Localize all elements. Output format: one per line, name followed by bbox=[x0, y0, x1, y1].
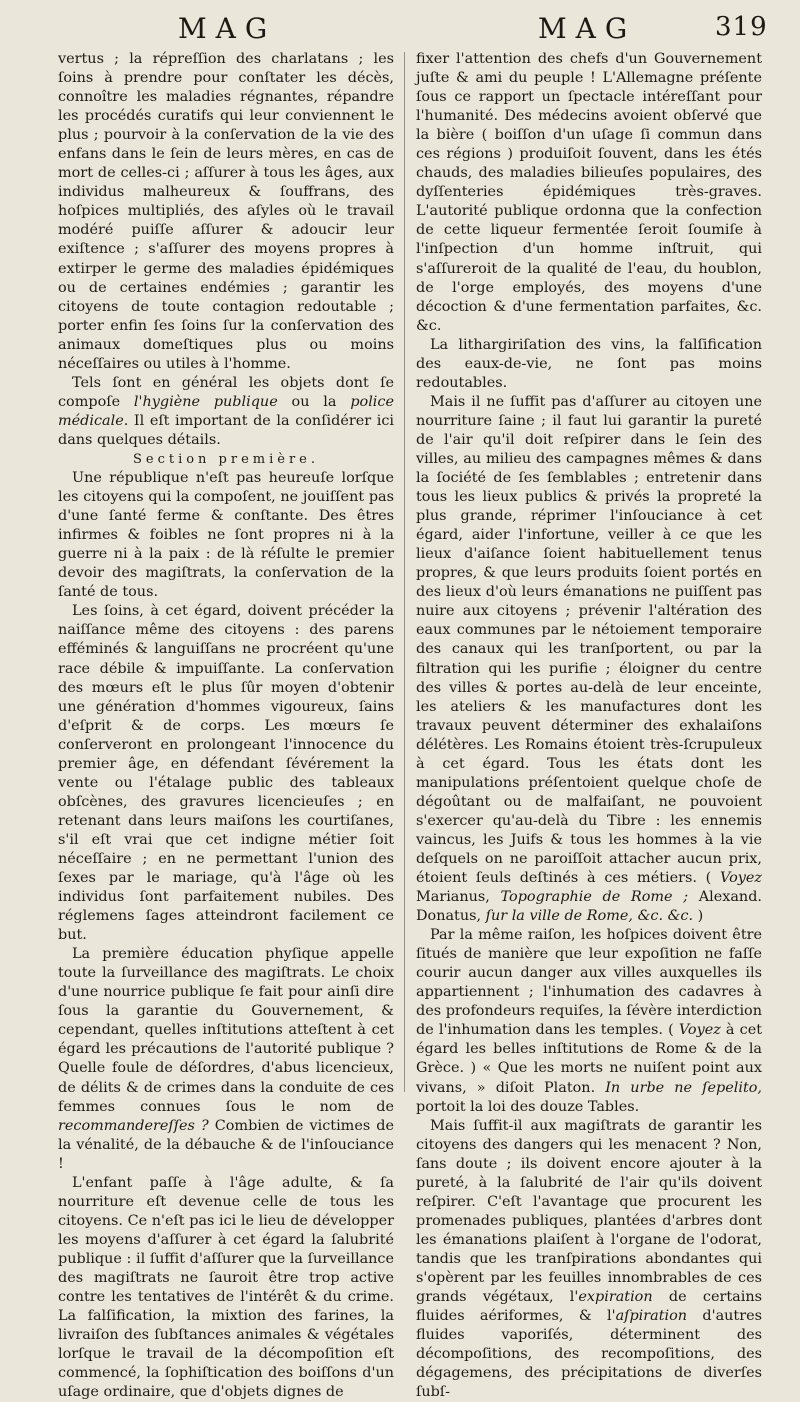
text-run: Par la même raiſon, les hoſpices doivent être ſitués de manière que leur expoſition ne faſſe courir aucun danger aux villes auxquelles ils appartiennent ; l'inhumation des cadavres à des profondeurs requiſes, la ſévère interdiction de l'inhumation dans les temples. ( bbox=[416, 927, 762, 1039]
running-head-left: MAG bbox=[178, 12, 277, 45]
italic-term: l'hygiène publique bbox=[133, 393, 278, 410]
left-column bbox=[58, 50, 394, 1401]
paragraph: L'enfant paſſe à l'âge adulte, & ſa nourriture eſt devenue celle de tous les citoyens. Ce n'eſt pas ici le lieu de développer les moyens d'aſſurer à cet égard la ſalubrité publique : il ſuffit d'aſſurer que la ſurveillance des magiſtrats ne ſauroit être trop active contre les tentatives de l'intérêt & du crime. La falſification, la mixtion des farines, la livraiſon des ſubſtances animales & végétales lorſque le travail de la décompoſition eſt commencé, la ſophiſtication des boiſſons d'un uſage ordinaire, que d'objets dignes de bbox=[58, 1174, 394, 1401]
text-run: Combien de victimes de la vénalité, de la débauche & de l'inſouciance ! bbox=[58, 1117, 394, 1172]
text-run: . Il eſt important de la conſidérer ici dans quelques détails. bbox=[58, 412, 394, 448]
text-run: portoit la loi des douze Tables. bbox=[416, 1098, 640, 1115]
text-run: La première éducation phyſique appelle toute la ſurveillance des magiſtrats. Le choix d'une nourrice publique ſe fait pour ainſi dire ſous la garantie du Gouvernement, & cependant, quelles inſtitutions atteſtent à cet égard les précautions de l'autorité publique ? Quelle foule de déſordres, d'abus licencieux, de délits & de crimes dans la conduite de ces femmes connues ſous le nom de bbox=[58, 946, 394, 1115]
text-run: Marianus, bbox=[416, 889, 501, 906]
paragraph: Les ſoins, à cet égard, doivent précéder la naiſſance même des citoyens : des parens efféminés & languiſſans ne procréent qu'une race débile & impuiſſante. La conſervation des mœurs eſt le plus ſûr moyen d'obtenir une génération d'hommes vigoureux, ſains d'eſprit & de corps. Les mœurs ſe conſerveront en prolongeant l'innocence du premier âge, en défendant ſévérement la vente ou l'étalage public des tableaux obſcènes, des gravures licencieuſes ; en retenant dans leurs maiſons les courtiſanes, s'il eſt vrai que cet indigne métier ſoit néceſſaire ; en ne permettant l'union des ſexes par le mariage, qu'à l'âge où les individus ſont parfaitement nubiles. Des réglemens ſages atteindront facilement ce but. bbox=[58, 603, 394, 944]
text-run: ou la bbox=[277, 393, 351, 410]
italic-term: Voyez bbox=[678, 1022, 721, 1039]
paragraph bbox=[416, 393, 762, 926]
italic-term: Voyez bbox=[720, 870, 762, 887]
italic-term: Topographie de Rome ; bbox=[500, 889, 689, 906]
paragraph: Une république n'eſt pas heureuſe lorſque les citoyens qui la compoſent, ne jouiſſent pas d'une ſanté ferme & conſtante. Des êtres infirmes & foibles ne ſont propres ni à la guerre ni à la paix : de là réſulte le premier devoir des magiſtrats, la conſervation de la ſanté de tous. bbox=[58, 470, 394, 601]
paragraph bbox=[416, 1117, 762, 1402]
italic-term: expiration bbox=[578, 1289, 653, 1306]
paragraph: fixer l'attention des chefs d'un Gouvernement juſte & ami du peuple ! L'Allemagne préſente ſous ce rapport un ſpectacle intéreſſant pour l'humanité. Des médecins avoient obſervé que la bière ( boiſſon d'un uſage ſi commun dans ces régions ) produiſoit ſouvent, dans les étés chauds, des maladies bilieuſes populaires, des dyſſenteries épidémiques très-graves. L'autorité publique ordonna que la confection de cette liqueur fermentée ſeroit ſoumiſe à l'inſpection d'un homme inſtruit, qui s'aſſureroit de la qualité de l'eau, du houblon, de l'orge employés, des moyens d'une décoction & d'une fermentation parfaites, &c. &c. bbox=[416, 51, 762, 334]
section-heading: Section première. bbox=[132, 451, 320, 467]
italic-term: ſur la ville de Rome, &c. &c. bbox=[485, 908, 694, 925]
text-run: Mais il ne ſuffit pas d'aſſurer au citoyen une nourriture ſaine ; il faut lui garantir la pureté de l'air qu'il doit reſpirer dans le ſein des villes, au milieu des campagnes mêmes & dans la ſociété de ſes ſemblables ; entretenir dans tous les lieux publics & privés la propreté la plus grande, réprimer l'inſouciance à cet égard, aider l'infortune, veiller à ce que les lieux d'aiſance ſoient habituellement tenus propres, & que leurs produits ſoient portés en des lieux d'où leurs émanations ne puiſſent pas nuire aux citoyens ; prévenir l'altération des eaux communes par le nétoiement temporaire des canaux qui les tranſportent, ou par la filtration qui les purifie ; éloigner du centre des villes & portes au-delà de leur enceinte, les ateliers & les manufactures dont les travaux peuvent déterminer des exhalaiſons délétères. Les Romains étoient très-ſcrupuleux à cet égard. Tous les états dont les manipulations préſentoient quelque choſe de dégoûtant ou de malfaiſant, ne pouvoient s'exercer qu'au-delà du Tibre : les ennemis vaincus, les Juifs & tous les hommes à la vie deſquels on ne paroiſſoit attacher aucun prix, étoient ſeuls deſtinés à ces métiers. ( bbox=[416, 393, 762, 887]
text-run: Alexand. Donatus, bbox=[416, 889, 762, 925]
text-run: de certains fluides aériformes, & l' bbox=[416, 1289, 762, 1325]
paragraph bbox=[58, 374, 394, 450]
column-divider bbox=[404, 52, 405, 1092]
text-run: Mais ſuffit-il aux magiſtrats de garantir les citoyens des dangers qui les menacent ? Non, ſans doute ; ils doivent encore ajouter à la pureté, à la ſalubrité de l'air qu'ils doivent reſpirer. C'eſt l'avantage que procurent les promenades publiques, plantées d'arbres dont les émanations plaiſent à l'organe de l'odorat, tandis que les tranſpirations abondantes qui s'opèrent par les feuilles innombrables de ces grands végétaux, l' bbox=[416, 1117, 762, 1306]
text-run: d'autres fluides vaporiſés, déterminent des décompoſitions, des recompoſitions, des dégagemens, des précipitations de diverſes ſubſ- bbox=[416, 1308, 762, 1401]
paragraph bbox=[416, 926, 762, 1116]
italic-term: recommandereſſes ? bbox=[58, 1117, 209, 1134]
right-column bbox=[416, 50, 762, 1401]
paragraph: vertus ; la répreſſion des charlatans ; les ſoins à prendre pour conſtater les décès, connoître les maladies régnantes, répandre les procédés curatifs qui leur conviennent le plus ; pourvoir à la conſervation de la vie des enfans dans le ſein de leurs mères, en cas de mort de celles-ci ; aſſurer à tous les âges, aux individus malheureux & ſouffrans, des hoſpices multipliés, des aſyles où le travail modéré puiſſe aſſurer & adoucir leur exiſtence ; s'aſſurer des moyens propres à extirper le germe des maladies épidémiques ou de certaines endémies ; garantir les citoyens de toute contagion redoutable ; porter enfin ſes ſoins ſur la conſervation des animaux domeſtiques plus ou moins néceſſaires ou utiles à l'homme. bbox=[58, 51, 394, 372]
paragraph: La lithargiriſation des vins, la falſification des eaux-de-vie, ne ſont pas moins redoutables. bbox=[416, 336, 762, 391]
paragraph bbox=[58, 945, 394, 1174]
running-head-right: MAG bbox=[538, 12, 637, 45]
page-number: 319 bbox=[715, 12, 768, 42]
italic-term: In urbe ne ſepelito, bbox=[605, 1079, 762, 1096]
text-run: à cet égard les belles inſtitutions de Rome & de la Grèce. ) « Que les morts ne nuiſent point aux vivans, » diſoit Platon. bbox=[416, 1022, 762, 1096]
italic-term: police médicale bbox=[58, 393, 394, 429]
text-run: Tels ſont en général les objets dont ſe compoſe bbox=[58, 374, 394, 410]
text-run: ) bbox=[693, 908, 704, 925]
italic-term: aſpiration bbox=[615, 1308, 688, 1325]
